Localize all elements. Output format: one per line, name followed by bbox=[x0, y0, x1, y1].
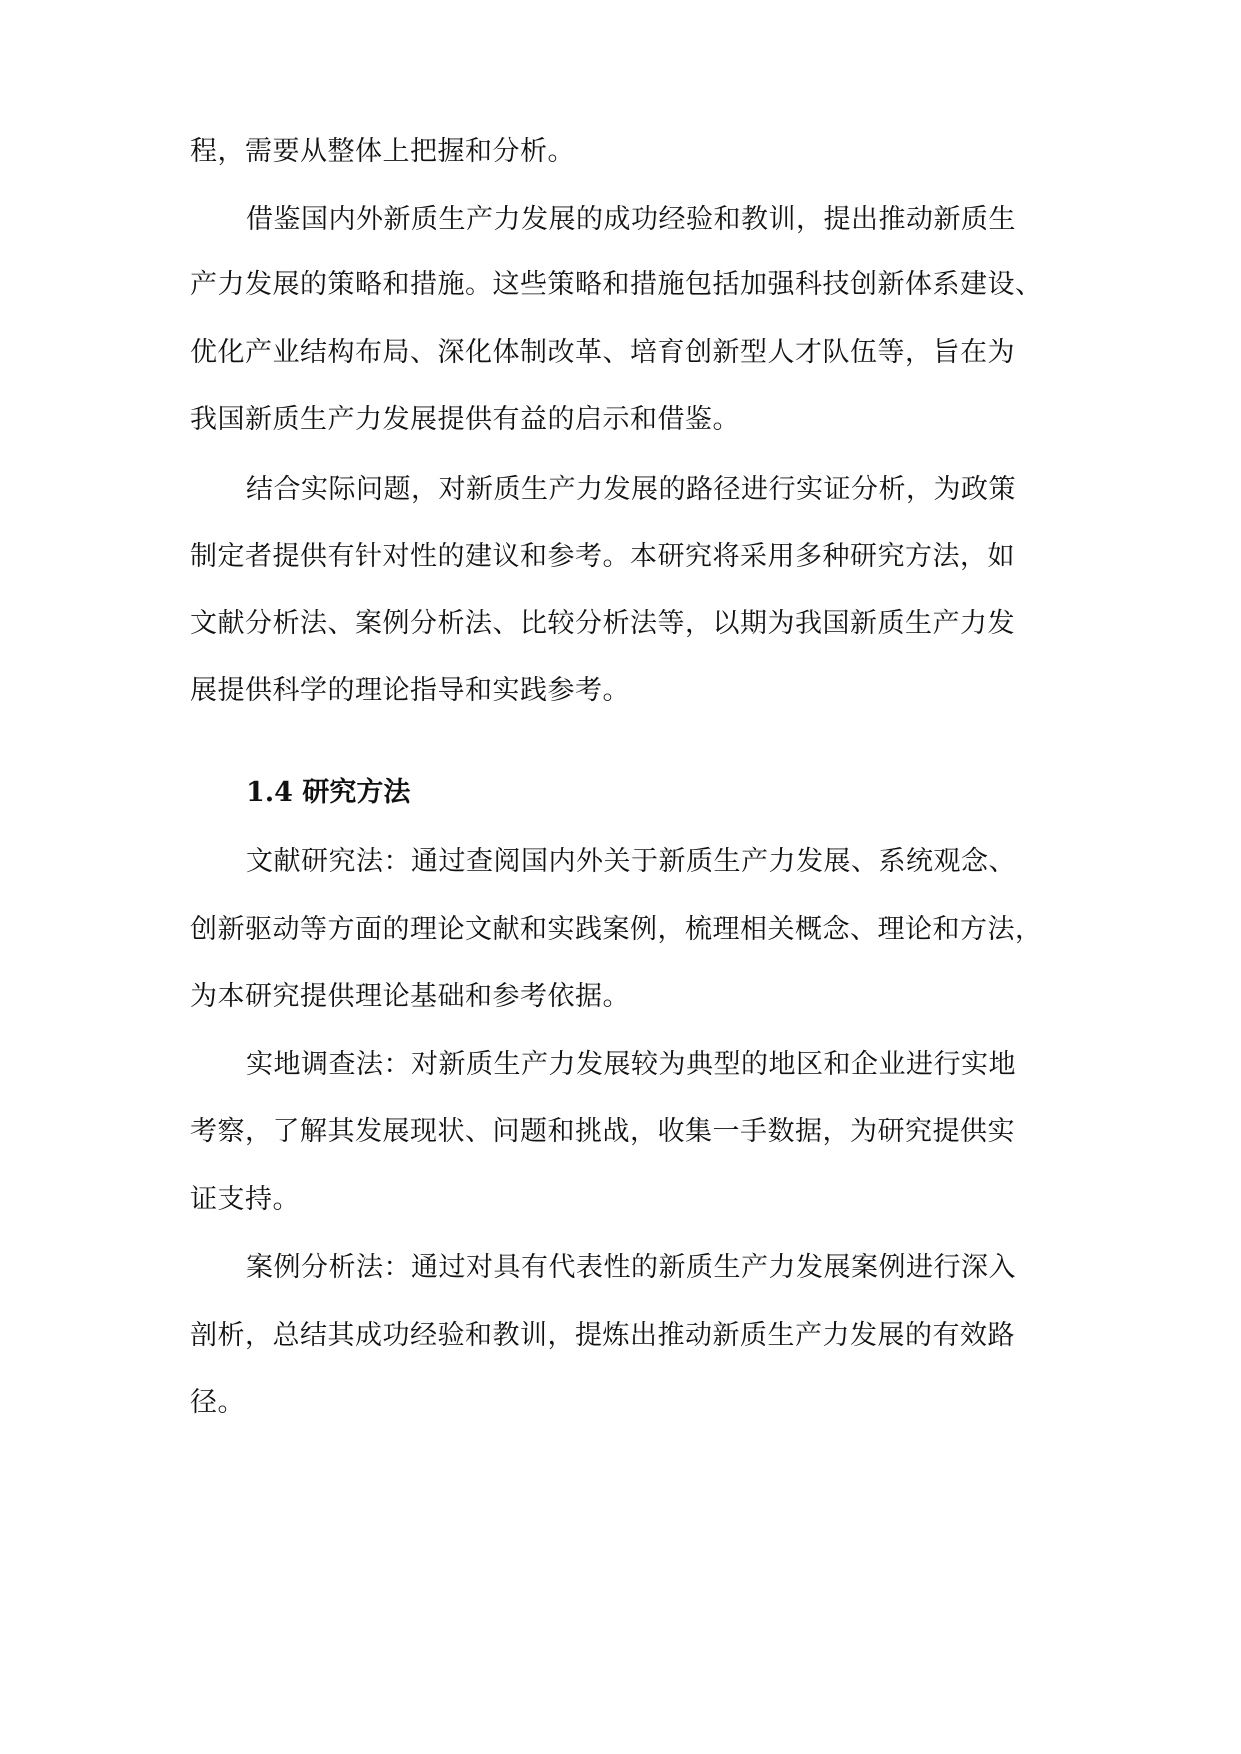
paragraph-line: 产力发展的策略和措施。这些策略和措施包括加强科技创新体系建设、 bbox=[190, 269, 1043, 300]
paragraph-line: 考察，了解其发展现状、问题和挑战，收集一手数据，为研究提供实 bbox=[190, 1116, 1015, 1147]
paragraph-line: 证支持。 bbox=[190, 1184, 300, 1215]
paragraph-line: 制定者提供有针对性的建议和参考。本研究将采用多种研究方法，如 bbox=[190, 541, 1015, 572]
paragraph-line: 借鉴国内外新质生产力发展的成功经验和教训，提出推动新质生 bbox=[246, 204, 1016, 235]
paragraph-line: 程，需要从整体上把握和分析。 bbox=[190, 136, 575, 167]
paragraph-line: 展提供科学的理论指导和实践参考。 bbox=[190, 675, 630, 706]
section-heading: 1.4 研究方法 bbox=[246, 777, 411, 808]
paragraph-line: 案例分析法：通过对具有代表性的新质生产力发展案例进行深入 bbox=[246, 1252, 1016, 1283]
paragraph-line: 实地调查法：对新质生产力发展较为典型的地区和企业进行实地 bbox=[246, 1049, 1016, 1080]
paragraph-line: 剖析，总结其成功经验和教训，提炼出推动新质生产力发展的有效路 bbox=[190, 1320, 1015, 1351]
paragraph-line: 径。 bbox=[190, 1387, 245, 1418]
paragraph-line: 结合实际问题，对新质生产力发展的路径进行实证分析，为政策 bbox=[246, 474, 1016, 505]
paragraph-line: 创新驱动等方面的理论文献和实践案例，梳理相关概念、理论和方法， bbox=[190, 914, 1043, 945]
paragraph-line: 文献分析法、案例分析法、比较分析法等，以期为我国新质生产力发 bbox=[190, 608, 1015, 639]
paragraph-line: 文献研究法：通过查阅国内外关于新质生产力发展、系统观念、 bbox=[246, 846, 1016, 877]
paragraph-line: 为本研究提供理论基础和参考依据。 bbox=[190, 981, 630, 1012]
paragraph-line: 我国新质生产力发展提供有益的启示和借鉴。 bbox=[190, 404, 740, 435]
paragraph-line: 优化产业结构布局、深化体制改革、培育创新型人才队伍等，旨在为 bbox=[190, 337, 1015, 368]
